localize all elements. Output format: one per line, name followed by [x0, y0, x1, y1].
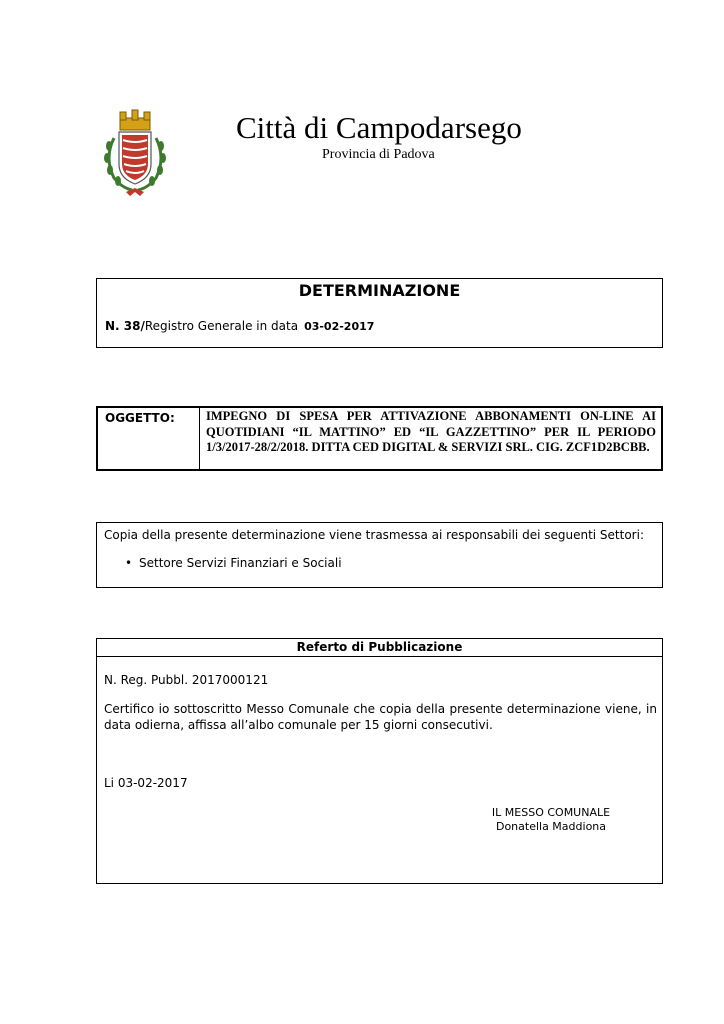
determinazione-date: 03-02-2017 [304, 320, 375, 333]
referto-title: Referto di Pubblicazione [97, 639, 662, 657]
oggetto-box [96, 406, 663, 471]
certificate-text: Certifico io sottoscritto Messo Comunale che copia della presente determinazione viene, in data odierna, affissa all’albo comunale per 15 giorni consecutivi. [104, 702, 657, 732]
determinazione-number: N. 38/ [105, 319, 145, 333]
province-subtitle: Provincia di Padova [322, 147, 435, 162]
settore-label: Settore Servizi Finanziari e Sociali [139, 556, 342, 570]
determinazione-registry-line [105, 319, 374, 334]
bullet-icon: • [125, 556, 133, 570]
registry-number: N. Reg. Pubbl. 2017000121 [104, 673, 269, 687]
place-date: Li 03-02-2017 [104, 776, 188, 790]
signer-name: Donatella Maddiona [495, 820, 607, 833]
determinazione-box [96, 278, 663, 348]
list-item [125, 556, 342, 571]
oggetto-text: IMPEGNO DI SPESA PER ATTIVAZIONE ABBONAMENTI ON-LINE AI QUOTIDIANI “IL MATTINO” ED “IL GAZZETTINO” PER IL PERIODO 1/3/2017-28/2/2018. DITTA CED DIGITAL & SERVIZI SRL. CIG. ZCF1D2BCBB. [206, 409, 656, 454]
city-title: Città di Campodarsego [236, 110, 522, 145]
city-coat-of-arms [100, 108, 170, 200]
signature-block [477, 806, 625, 834]
registry-label: Registro Generale in data [144, 319, 299, 333]
distribution-box [96, 522, 663, 588]
determinazione-title: DETERMINAZIONE [298, 281, 461, 300]
oggetto-label: OGGETTO: [98, 408, 200, 469]
referto-box [96, 638, 663, 884]
distribution-intro: Copia della presente determinazione viene trasmessa ai responsabili dei seguenti Settori: [104, 528, 644, 542]
signer-role: IL MESSO COMUNALE [491, 806, 611, 819]
